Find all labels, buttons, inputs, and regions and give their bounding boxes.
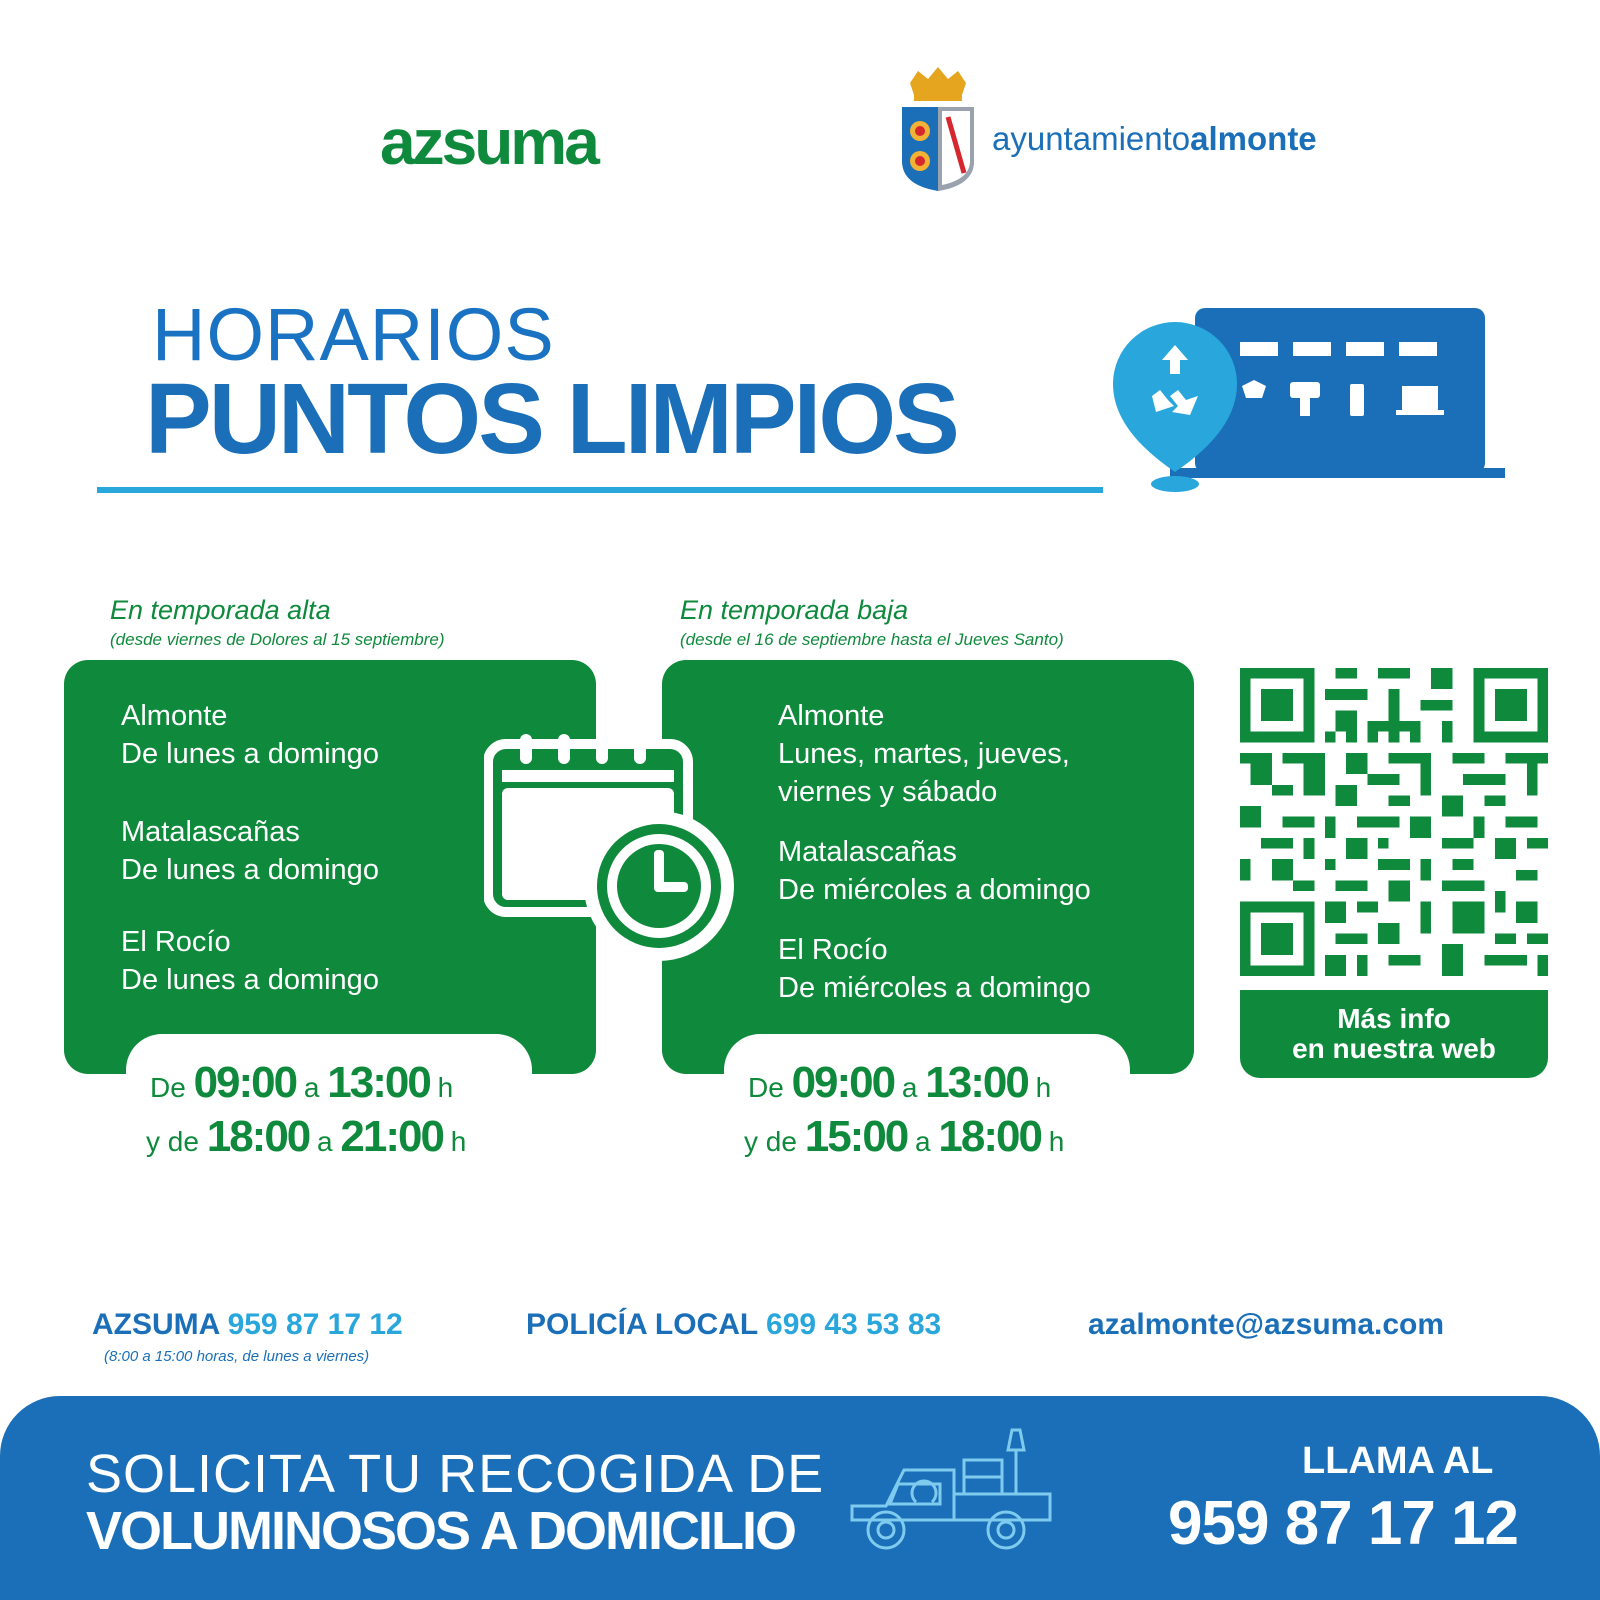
location-days: viernes y sábado	[778, 776, 998, 808]
footer-call-label: LLAMA AL	[1302, 1440, 1494, 1482]
ayto-suffix: almonte	[1190, 120, 1317, 157]
location-days: De miércoles a domingo	[778, 972, 1091, 1004]
low-season-hours-morning: De 09:00 a 13:00 h	[748, 1058, 1052, 1107]
contact-azsuma: AZSUMA 959 87 17 12	[92, 1308, 403, 1341]
high-season-title: En temporada alta	[110, 595, 331, 625]
calendar-clock-icon	[484, 726, 744, 976]
title-puntos-limpios: PUNTOS LIMPIOS	[145, 363, 957, 475]
high-season-note: (desde viernes de Dolores al 15 septiembre)	[110, 630, 445, 649]
truck-icon	[846, 1420, 1056, 1570]
location-name: El Rocío	[778, 934, 888, 966]
footer-line2: VOLUMINOSOS A DOMICILIO	[86, 1501, 795, 1561]
location-name: Almonte	[121, 700, 228, 732]
footer-phone[interactable]: 959 87 17 12	[1168, 1489, 1519, 1558]
location-name: Almonte	[778, 700, 885, 732]
police-phone[interactable]: 699 43 53 83	[766, 1308, 942, 1341]
title-horarios: HORARIOS	[152, 293, 555, 376]
qr-label-line1: Más info	[1337, 1003, 1451, 1034]
low-season-hours-afternoon: y de 15:00 a 18:00 h	[744, 1112, 1065, 1161]
ayto-prefix: ayuntamiento	[992, 120, 1191, 157]
location-days: De miércoles a domingo	[778, 874, 1091, 906]
high-season-hours-afternoon: y de 18:00 a 21:00 h	[146, 1112, 467, 1161]
contact-azsuma-note: (8:00 a 15:00 horas, de lunes a viernes)	[104, 1348, 370, 1365]
location-name: El Rocío	[121, 926, 231, 958]
title-divider	[97, 487, 1103, 493]
location-name: Matalascañas	[778, 836, 957, 868]
coat-of-arms-icon	[898, 65, 978, 195]
high-season-hours-morning: De 09:00 a 13:00 h	[150, 1058, 454, 1107]
contact-email[interactable]: azalmonte@azsuma.com	[1088, 1308, 1445, 1341]
qr-code[interactable]	[1240, 668, 1548, 976]
low-season-title: En temporada baja	[680, 595, 909, 625]
location-days: De lunes a domingo	[121, 964, 379, 996]
low-season-locations	[778, 697, 1091, 1007]
ayuntamiento-logo-text	[992, 120, 1317, 158]
azsuma-phone[interactable]: 959 87 17 12	[227, 1308, 403, 1341]
azsuma-logo: azsuma	[380, 106, 597, 178]
high-season-locations	[121, 697, 379, 999]
location-name: Matalascañas	[121, 816, 300, 848]
low-season-note: (desde el 16 de septiembre hasta el Jueves Santo)	[680, 630, 1064, 649]
contact-policia: POLICÍA LOCAL 699 43 53 83	[526, 1308, 942, 1341]
more-info-web-link[interactable]	[1240, 990, 1548, 1078]
location-days: De lunes a domingo	[121, 738, 379, 770]
location-days: Lunes, martes, jueves,	[778, 738, 1070, 770]
recycling-point-laptop-icon	[1110, 300, 1510, 510]
qr-label-line2: en nuestra web	[1292, 1033, 1496, 1064]
location-days: De lunes a domingo	[121, 854, 379, 886]
footer-line1: SOLICITA TU RECOGIDA DE	[86, 1444, 825, 1504]
